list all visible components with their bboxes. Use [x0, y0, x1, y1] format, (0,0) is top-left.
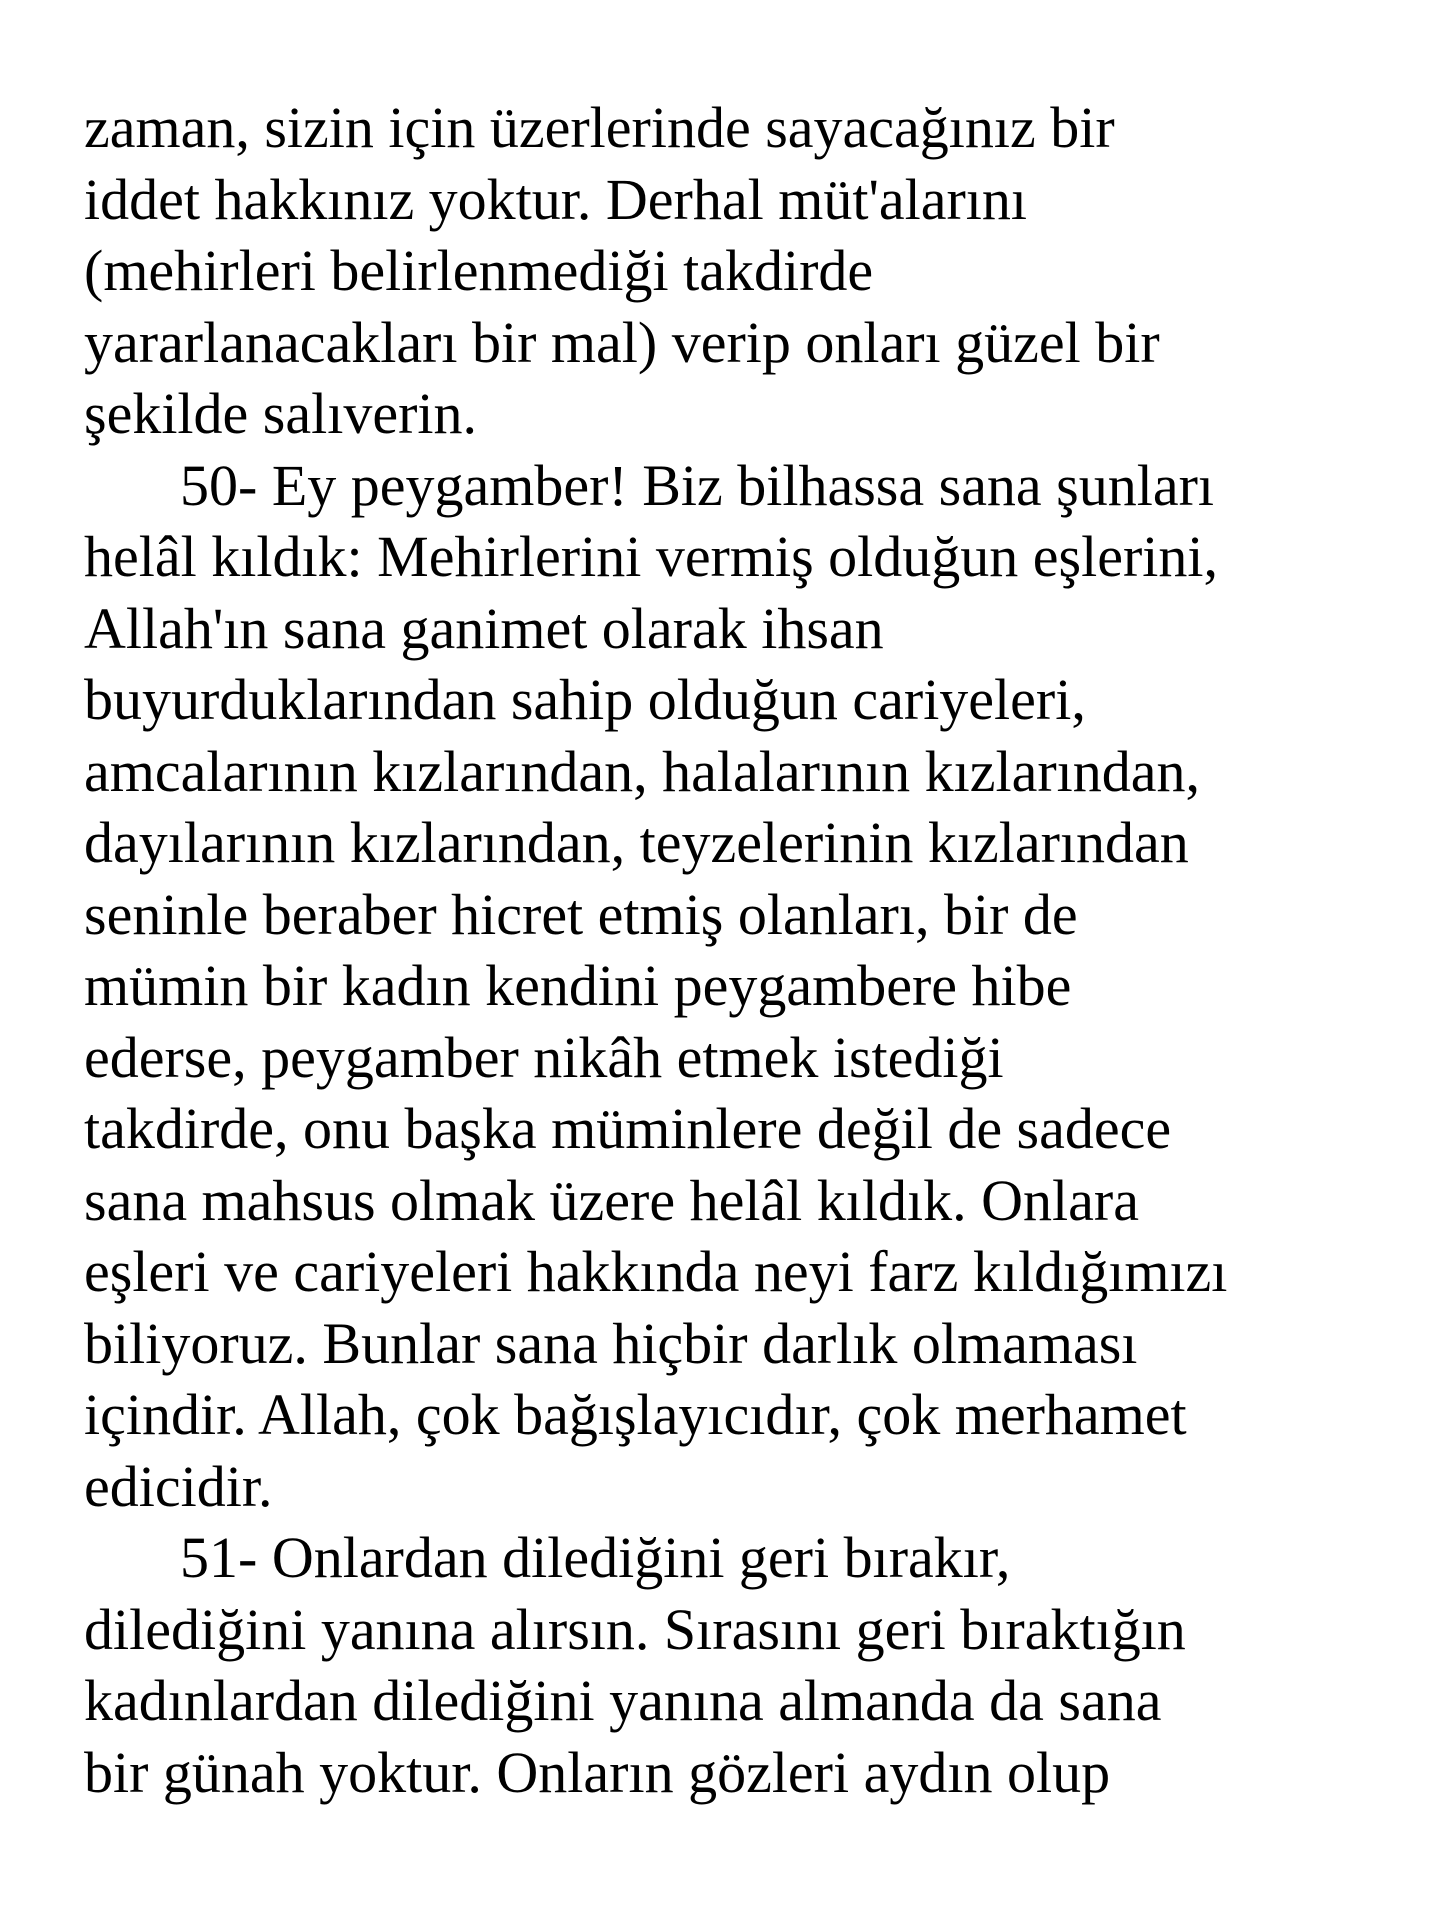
- text-line: zaman, sizin için üzerlerinde sayacağınız bir: [84, 95, 1115, 160]
- text-line: dilediğini yanına alırsın. Sırasını geri bıraktığın: [84, 1596, 1186, 1662]
- text-line: ederse, peygamber nikâh etmek istediği: [84, 1024, 1004, 1090]
- text-line: buyurduklarından sahip olduğun cariyeleri,: [84, 667, 1086, 732]
- text-line: içindir. Allah, çok bağışlayıcıdır, çok merhamet: [84, 1382, 1187, 1447]
- text-line: eşleri ve cariyeleri hakkında neyi farz kıldığımızı: [84, 1239, 1228, 1304]
- verse-50-start: 50- Ey peygamber! Biz bilhassa sana şunları: [180, 452, 1215, 518]
- text-line: seninle beraber hicret etmiş olanları, bir de: [84, 881, 1078, 947]
- text-line: bir günah yoktur. Onların gözleri aydın olup: [84, 1739, 1111, 1805]
- verse-51-start: 51- Onlardan dilediğini geri bırakır,: [180, 1525, 1011, 1590]
- text-line: amcalarının kızlarından, halalarının kızlarından,: [84, 738, 1201, 804]
- text-line: biliyoruz. Bunlar sana hiçbir darlık olmaması: [84, 1310, 1138, 1376]
- text-line: edicidir.: [84, 1453, 273, 1519]
- text-line: yararlanacakları bir mal) verip onları güzel bir: [84, 309, 1160, 375]
- document-page: [84, 92, 1414, 1808]
- text-line: (mehirleri belirlenmediği takdirde: [84, 238, 874, 303]
- text-line: dayılarının kızlarından, teyzelerinin kızlarından: [84, 810, 1189, 875]
- text-line: sana mahsus olmak üzere helâl kıldık. Onlara: [84, 1167, 1139, 1233]
- text-line: şekilde salıverin.: [84, 381, 478, 446]
- text-line: kadınlardan dilediğini yanına almanda da sana: [84, 1668, 1162, 1733]
- text-line: iddet hakkınız yoktur. Derhal müt'alarını: [84, 166, 1028, 232]
- text-line: mümin bir kadın kendini peygambere hibe: [84, 953, 1072, 1018]
- text-line: takdirde, onu başka müminlere değil de sadece: [84, 1096, 1172, 1161]
- text-line: helâl kıldık: Mehirlerini vermiş olduğun eşlerini,: [84, 524, 1219, 589]
- text-line: Allah'ın sana ganimet olarak ihsan: [84, 595, 884, 661]
